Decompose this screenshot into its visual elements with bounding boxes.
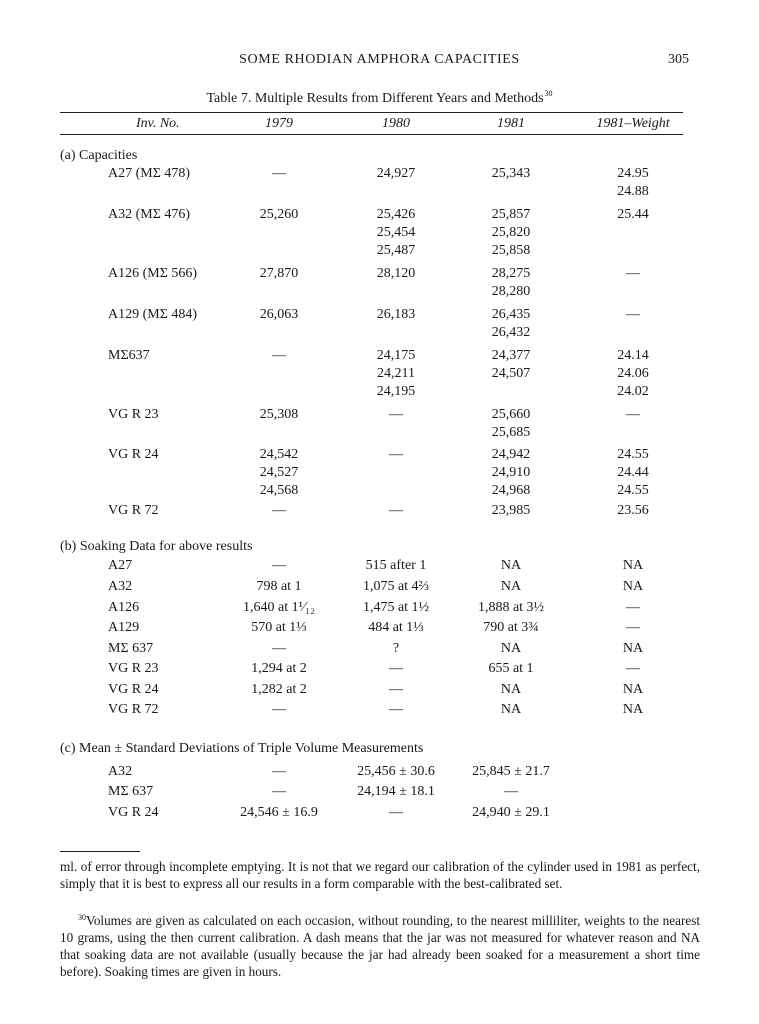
cell-weight: NA xyxy=(622,641,644,656)
row-label: VG R 23 xyxy=(108,661,159,676)
cell-1981: NA xyxy=(500,558,522,573)
cell-weight: — xyxy=(626,307,640,322)
cell-1980: 25,454 xyxy=(376,225,416,240)
cell-1980: 25,456 ± 30.6 xyxy=(357,764,435,779)
cell-1981: 24,968 xyxy=(491,483,531,498)
cell-weight: 23.56 xyxy=(617,503,649,518)
cell-1979: 1,282 at 2 xyxy=(251,682,307,697)
cell-1981: 24,507 xyxy=(491,366,531,381)
cell-1979: 24,542 xyxy=(259,447,299,462)
section-a-title: (a) Capacities xyxy=(60,148,138,163)
running-head xyxy=(0,52,759,72)
cell-1979: 25,308 xyxy=(259,407,299,422)
cell-weight: — xyxy=(626,407,640,422)
cell-weight: NA xyxy=(622,682,644,697)
row-label: VG R 24 xyxy=(108,682,159,697)
footnote-rule xyxy=(60,851,140,852)
cell-1981: 28,280 xyxy=(491,284,531,299)
cell-1981: 25,858 xyxy=(491,243,531,258)
cell-1979: — xyxy=(272,702,286,717)
row-label: A126 xyxy=(108,600,140,615)
row-label: VG R 72 xyxy=(108,702,159,717)
column-header-inv-no: Inv. No. xyxy=(136,116,180,131)
cell-1980: 25,426 xyxy=(376,207,416,222)
cell-1981: 25,660 xyxy=(491,407,531,422)
row-label: MΣ 637 xyxy=(108,784,154,799)
cell-1979: — xyxy=(272,641,286,656)
cell-1980: — xyxy=(389,702,403,717)
page-number: 305 xyxy=(668,52,689,67)
cell-1981: 655 at 1 xyxy=(488,661,534,676)
header-bottom-rule xyxy=(60,134,683,135)
cell-1981: 24,940 ± 29.1 xyxy=(472,805,550,820)
cell-1981: 28,275 xyxy=(491,266,531,281)
row-label: VG R 24 xyxy=(108,447,159,462)
cell-1979: 24,546 ± 16.9 xyxy=(240,805,318,820)
cell-1979: 25,260 xyxy=(259,207,299,222)
cell-weight: 24.44 xyxy=(617,465,649,480)
cell-1981: 26,432 xyxy=(491,325,531,340)
cell-1979: 570 at 1⅓ xyxy=(251,620,307,635)
row-label: A129 xyxy=(108,620,140,635)
cell-1979: — xyxy=(272,348,286,363)
running-title: SOME RHODIAN AMPHORA CAPACITIES xyxy=(239,52,520,67)
cell-1981: 25,343 xyxy=(491,166,531,181)
cell-1979: 27,870 xyxy=(259,266,299,281)
cell-1981: 23,985 xyxy=(491,503,531,518)
footnote-continued: ml. of error through incomplete emptying. It is not that we regard our calibration of the cylinder used in 1981 as perfect, simply that it is best to express all our results in a form comparable with the best-calibrated set. xyxy=(60,859,700,891)
cell-1980: 1,475 at 1½ xyxy=(362,600,430,615)
cell-1980: ? xyxy=(392,641,400,656)
cell-1980: 24,211 xyxy=(377,366,415,381)
cell-1981: 25,845 ± 21.7 xyxy=(472,764,550,779)
cell-1981: NA xyxy=(500,641,522,656)
row-label: A32 xyxy=(108,579,133,594)
footnote-30-marker: 30 xyxy=(78,913,86,922)
cell-1980: 25,487 xyxy=(376,243,416,258)
row-label: A129 (MΣ 484) xyxy=(108,307,198,322)
cell-1980: — xyxy=(389,503,403,518)
row-label: A32 (MΣ 476) xyxy=(108,207,191,222)
row-label: A126 (MΣ 566) xyxy=(108,266,198,281)
cell-weight: 25.44 xyxy=(617,207,649,222)
cell-1980: 24,175 xyxy=(376,348,416,363)
cell-weight: 24.55 xyxy=(617,447,649,462)
cell-1979: 1,640 at 1¹⁄₁₂ xyxy=(243,600,315,615)
column-header-1981-weight: 1981–Weight xyxy=(596,116,670,131)
cell-weight: NA xyxy=(622,558,644,573)
cell-1981: 24,942 xyxy=(491,447,531,462)
cell-1980: 1,075 at 4⅔ xyxy=(362,579,430,594)
cell-1981: 24,377 xyxy=(491,348,531,363)
cell-weight: 24.06 xyxy=(617,366,649,381)
cell-1979: 1,294 at 2 xyxy=(251,661,307,676)
cell-1980: 515 after 1 xyxy=(365,558,427,573)
cell-1981: NA xyxy=(500,579,522,594)
cell-1981: 25,820 xyxy=(491,225,531,240)
row-label: MΣ637 xyxy=(108,348,150,363)
cell-1980: — xyxy=(389,805,403,820)
cell-weight: — xyxy=(626,600,640,615)
cell-1979: 798 at 1 xyxy=(256,579,302,594)
cell-1981: 24,910 xyxy=(491,465,531,480)
cell-1980: 24,927 xyxy=(376,166,416,181)
section-b-title: (b) Soaking Data for above results xyxy=(60,539,253,554)
cell-1980: 26,183 xyxy=(376,307,416,322)
cell-1981: — xyxy=(504,784,518,799)
cell-1979: — xyxy=(272,166,286,181)
cell-1980: — xyxy=(389,661,403,676)
cell-1981: NA xyxy=(500,702,522,717)
row-label: A27 xyxy=(108,558,133,573)
cell-1979: — xyxy=(272,784,286,799)
cell-1980: 484 at 1⅓ xyxy=(368,620,424,635)
cell-1981: 25,857 xyxy=(491,207,531,222)
cell-weight: — xyxy=(626,661,640,676)
section-c-title: (c) Mean ± Standard Deviations of Triple Volume Measurements xyxy=(60,741,424,756)
cell-weight: 24.02 xyxy=(617,384,649,399)
cell-1979: 24,527 xyxy=(259,465,299,480)
row-label: MΣ 637 xyxy=(108,641,154,656)
footnote-30-text: Volumes are given as calculated on each occasion, without rounding, to the nearest milliliter, weights to the nearest 10 grams, using the then current calibration. A dash means that the jar was not measured for whatever reason and NA that soaking data are not available (usually because the jar had already been soaked for a measurement a short time before). Soaking times are given in hours. xyxy=(60,913,700,979)
cell-1980: — xyxy=(389,407,403,422)
table-caption-note-marker: 30 xyxy=(544,89,553,98)
cell-1980: — xyxy=(389,682,403,697)
column-header-1981: 1981 xyxy=(497,116,525,131)
footnote-30 xyxy=(60,909,700,980)
cell-1981: 26,435 xyxy=(491,307,531,322)
cell-1980: 24,195 xyxy=(376,384,416,399)
table-caption xyxy=(0,89,759,107)
cell-weight: 24.88 xyxy=(617,184,649,199)
cell-weight: 24.55 xyxy=(617,483,649,498)
cell-1980: — xyxy=(389,447,403,462)
table-top-rule xyxy=(60,112,683,113)
cell-weight: 24.14 xyxy=(617,348,649,363)
row-label: A32 xyxy=(108,764,133,779)
row-label: A27 (MΣ 478) xyxy=(108,166,191,181)
cell-weight: NA xyxy=(622,702,644,717)
cell-1979: 26,063 xyxy=(259,307,299,322)
cell-weight: NA xyxy=(622,579,644,594)
cell-weight: 24.95 xyxy=(617,166,649,181)
column-header-1980: 1980 xyxy=(382,116,410,131)
column-header-1979: 1979 xyxy=(265,116,293,131)
cell-weight: — xyxy=(626,620,640,635)
row-label: VG R 23 xyxy=(108,407,159,422)
cell-1979: — xyxy=(272,503,286,518)
cell-1981: 790 at 3¾ xyxy=(483,620,539,635)
cell-1979: — xyxy=(272,764,286,779)
row-label: VG R 72 xyxy=(108,503,159,518)
cell-weight: — xyxy=(626,266,640,281)
cell-1981: 1,888 at 3½ xyxy=(477,600,545,615)
cell-1979: — xyxy=(272,558,286,573)
cell-1981: 25,685 xyxy=(491,425,531,440)
row-label: VG R 24 xyxy=(108,805,159,820)
cell-1980: 28,120 xyxy=(376,266,416,281)
table-caption-text: Table 7. Multiple Results from Different Years and Methods xyxy=(206,91,544,106)
cell-1981: NA xyxy=(500,682,522,697)
cell-1979: 24,568 xyxy=(259,483,299,498)
cell-1980: 24,194 ± 18.1 xyxy=(357,784,435,799)
